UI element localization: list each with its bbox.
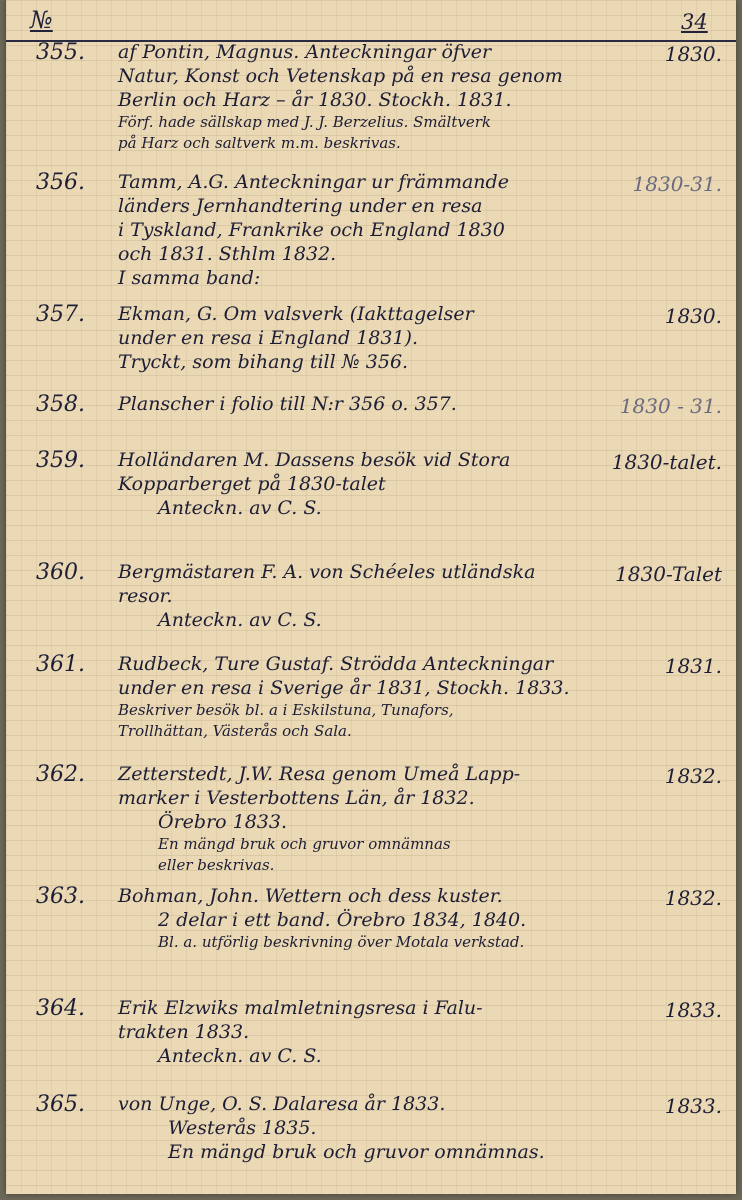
entry-note-line: Bl. a. utförlig beskrivning över Motala verkstad.	[158, 933, 525, 951]
entry-line: länders Jernhandtering under en resa	[118, 195, 483, 217]
entry-line: Ekman, G. Om valsverk (Iakttagelser	[118, 303, 474, 325]
entry-line: under en resa i England 1831).	[118, 327, 419, 349]
entry-line: Berlin och Harz – år 1830. Stockh. 1831.	[118, 89, 512, 111]
entry-line: Bohman, John. Wettern och dess kuster.	[118, 885, 503, 907]
entry-line: under en resa i Sverige år 1831, Stockh. 1833.	[118, 677, 570, 699]
entry-text	[118, 996, 638, 1068]
entry-note-line: på Harz och saltverk m.m. beskrivas.	[118, 134, 401, 152]
entry-line: resor.	[118, 585, 173, 607]
entry-note-line: Trollhättan, Västerås och Sala.	[118, 722, 352, 740]
entry-line: Zetterstedt, J.W. Resa genom Umeå Lapp-	[118, 763, 521, 785]
entry-year: 1830.	[664, 304, 722, 328]
entry-number: 359.	[36, 448, 85, 473]
entry-text	[118, 652, 638, 742]
entry-year: 1832.	[664, 764, 722, 788]
entry-line: marker i Vesterbottens Län, år 1832.	[118, 787, 475, 809]
entry-number: 361.	[36, 652, 85, 677]
entry-line: 2 delar i ett band. Örebro 1834, 1840.	[158, 909, 527, 931]
number-column-header: №	[30, 6, 53, 34]
entry-line: Anteckn. av C. S.	[158, 609, 322, 631]
entry-year: 1830.	[664, 42, 722, 66]
entry-line: Erik Elzwiks malmletningsresa i Falu-	[118, 997, 483, 1019]
entry-text	[118, 1092, 638, 1164]
entry-year: 1830 - 31.	[619, 394, 722, 418]
entry-number: 362.	[36, 762, 85, 787]
ledger-page	[6, 0, 736, 1194]
entry-number: 357.	[36, 302, 85, 327]
entry-year: 1830-Talet	[615, 562, 722, 586]
entry-number: 358.	[36, 392, 85, 417]
entry-text	[118, 762, 638, 876]
entry-line: Tamm, A.G. Anteckningar ur främmande	[118, 171, 509, 193]
entry-note-line: Förf. hade sällskap med J. J. Berzelius. Smältverk	[118, 113, 491, 131]
entry-text	[118, 560, 638, 632]
entry-note-line: En mängd bruk och gruvor omnämnas	[158, 835, 451, 853]
entry-year: 1831.	[664, 654, 722, 678]
entry-line: Planscher i folio till N:r 356 o. 357.	[118, 393, 457, 415]
entry-line: Tryckt, som bihang till № 356.	[118, 351, 409, 373]
entry-year: 1830-talet.	[611, 450, 722, 474]
entry-line: Anteckn. av C. S.	[158, 1045, 322, 1067]
entry-text	[118, 40, 638, 154]
entry-text	[118, 448, 638, 520]
entry-text	[118, 884, 638, 953]
entry-year: 1832.	[664, 886, 722, 910]
entry-number: 363.	[36, 884, 85, 909]
entry-note-line: Beskriver besök bl. a i Eskilstuna, Tunafors,	[118, 701, 454, 719]
entry-text	[118, 392, 638, 416]
entry-note-line: eller beskrivas.	[158, 856, 275, 874]
entry-year: 1830-31.	[632, 172, 722, 196]
entry-line: trakten 1833.	[118, 1021, 250, 1043]
entry-line: Rudbeck, Ture Gustaf. Strödda Anteckningar	[118, 653, 554, 675]
entry-year: 1833.	[664, 1094, 722, 1118]
entry-line: Bergmästaren F. A. von Schéeles utländska	[118, 561, 536, 583]
entry-line: Anteckn. av C. S.	[158, 497, 322, 519]
entry-line: von Unge, O. S. Dalaresa år 1833.	[118, 1093, 446, 1115]
entry-text	[118, 302, 638, 374]
entry-line: Örebro 1833.	[158, 811, 288, 833]
entry-number: 360.	[36, 560, 85, 585]
entry-number: 365.	[36, 1092, 85, 1117]
entry-number: 355.	[36, 40, 85, 65]
entry-line: Westerås 1835.	[168, 1117, 317, 1139]
entry-line: Natur, Konst och Vetenskap på en resa genom	[118, 65, 563, 87]
entry-text	[118, 170, 638, 290]
entry-line: En mängd bruk och gruvor omnämnas.	[168, 1141, 545, 1163]
entry-number: 356.	[36, 170, 85, 195]
entry-line: I samma band:	[118, 267, 261, 289]
entry-line: Holländaren M. Dassens besök vid Stora	[118, 449, 511, 471]
entry-year: 1833.	[664, 998, 722, 1022]
entry-line: Kopparberget på 1830-talet	[118, 473, 386, 495]
entry-line: af Pontin, Magnus. Anteckningar öfver	[118, 41, 492, 63]
entry-line: och 1831. Sthlm 1832.	[118, 243, 337, 265]
entry-number: 364.	[36, 996, 85, 1021]
page-number: 34	[681, 10, 708, 34]
entry-line: i Tyskland, Frankrike och England 1830	[118, 219, 505, 241]
